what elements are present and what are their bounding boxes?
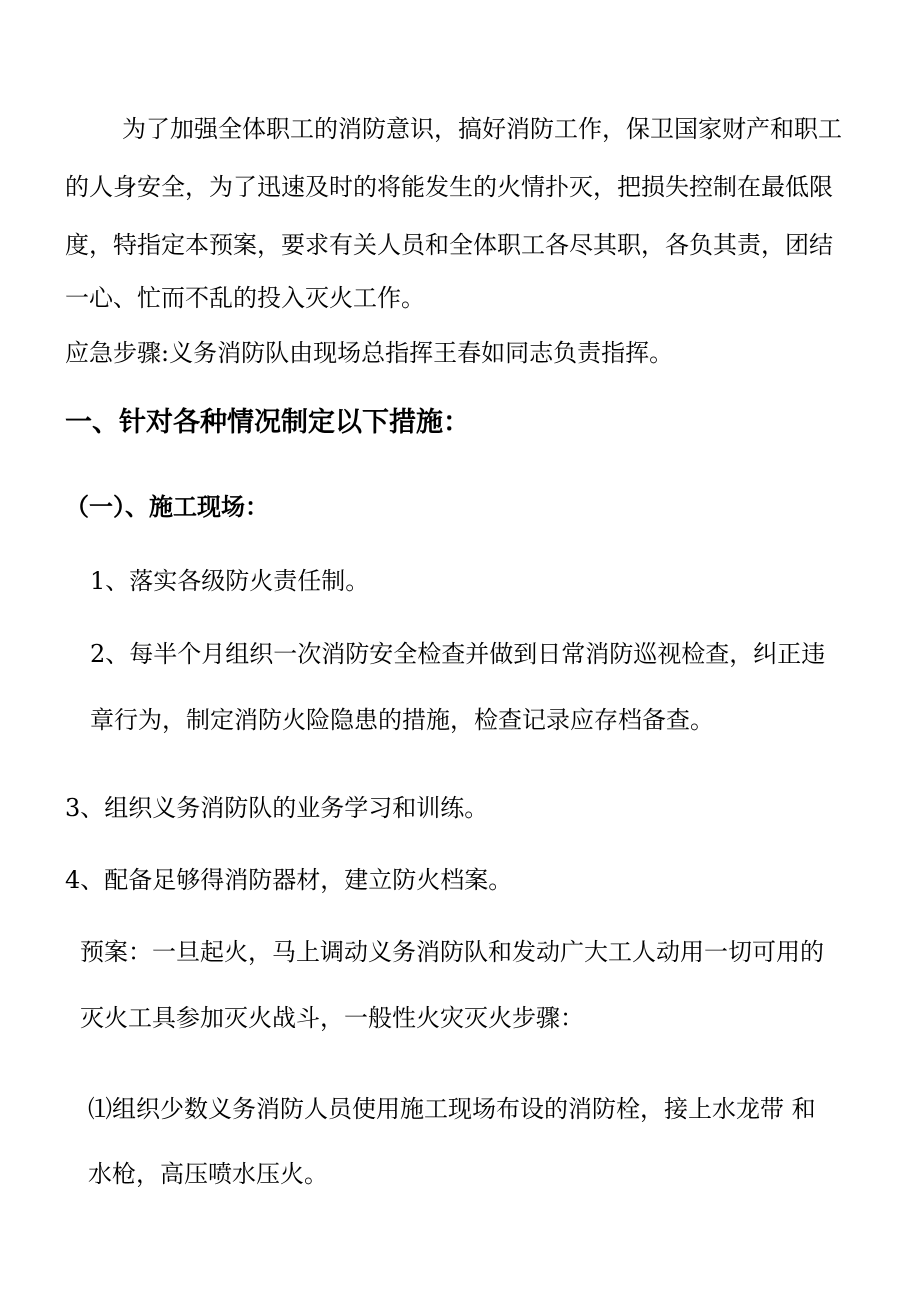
step-1-line-2: 水枪，高压喷水压火。 [88, 1160, 328, 1188]
item-3: 3、组织义务消防队的业务学习和训练。 [65, 794, 489, 822]
item-2-line-2: 章行为，制定消防火险隐患的措施，检查记录应存档备查。 [90, 706, 714, 734]
emergency-steps: 应急步骤:义务消防队由现场总指挥王春如同志负责指挥。 [65, 339, 674, 367]
item-1: 1、落实各级防火责任制。 [90, 567, 370, 595]
item-2-line-1: 2、每半个月组织一次消防安全检查并做到日常消防巡视检查，纠正违 [90, 640, 826, 668]
intro-line-1: 为了加强全体职工的消防意识，搞好消防工作，保卫国家财产和职工 [122, 115, 842, 143]
intro-line-4: 一心、忙而不乱的投入灭火工作。 [65, 284, 425, 312]
section-heading: 一、针对各种情况制定以下措施： [65, 407, 470, 438]
intro-line-3: 度，特指定本预案，要求有关人员和全体职工各尽其职，各负其责，团结 [65, 231, 833, 259]
intro-line-2: 的人身安全，为了迅速及时的将能发生的火情扑灭，把损失控制在最低限 [65, 173, 833, 201]
plan-line-1: 预案：一旦起火，马上调动义务消防队和发动广大工人动用一切可用的 [80, 938, 824, 966]
step-1-line-1: ⑴组织少数义务消防人员使用施工现场布设的消防栓，接上水龙带 和 [88, 1095, 816, 1123]
subsection-heading: （一）、施工现场： [65, 493, 269, 521]
plan-line-2: 灭火工具参加灭火战斗，一般性火灾灭火步骤： [80, 1004, 584, 1032]
item-4: 4、配备足够得消防器材，建立防火档案。 [65, 866, 513, 894]
